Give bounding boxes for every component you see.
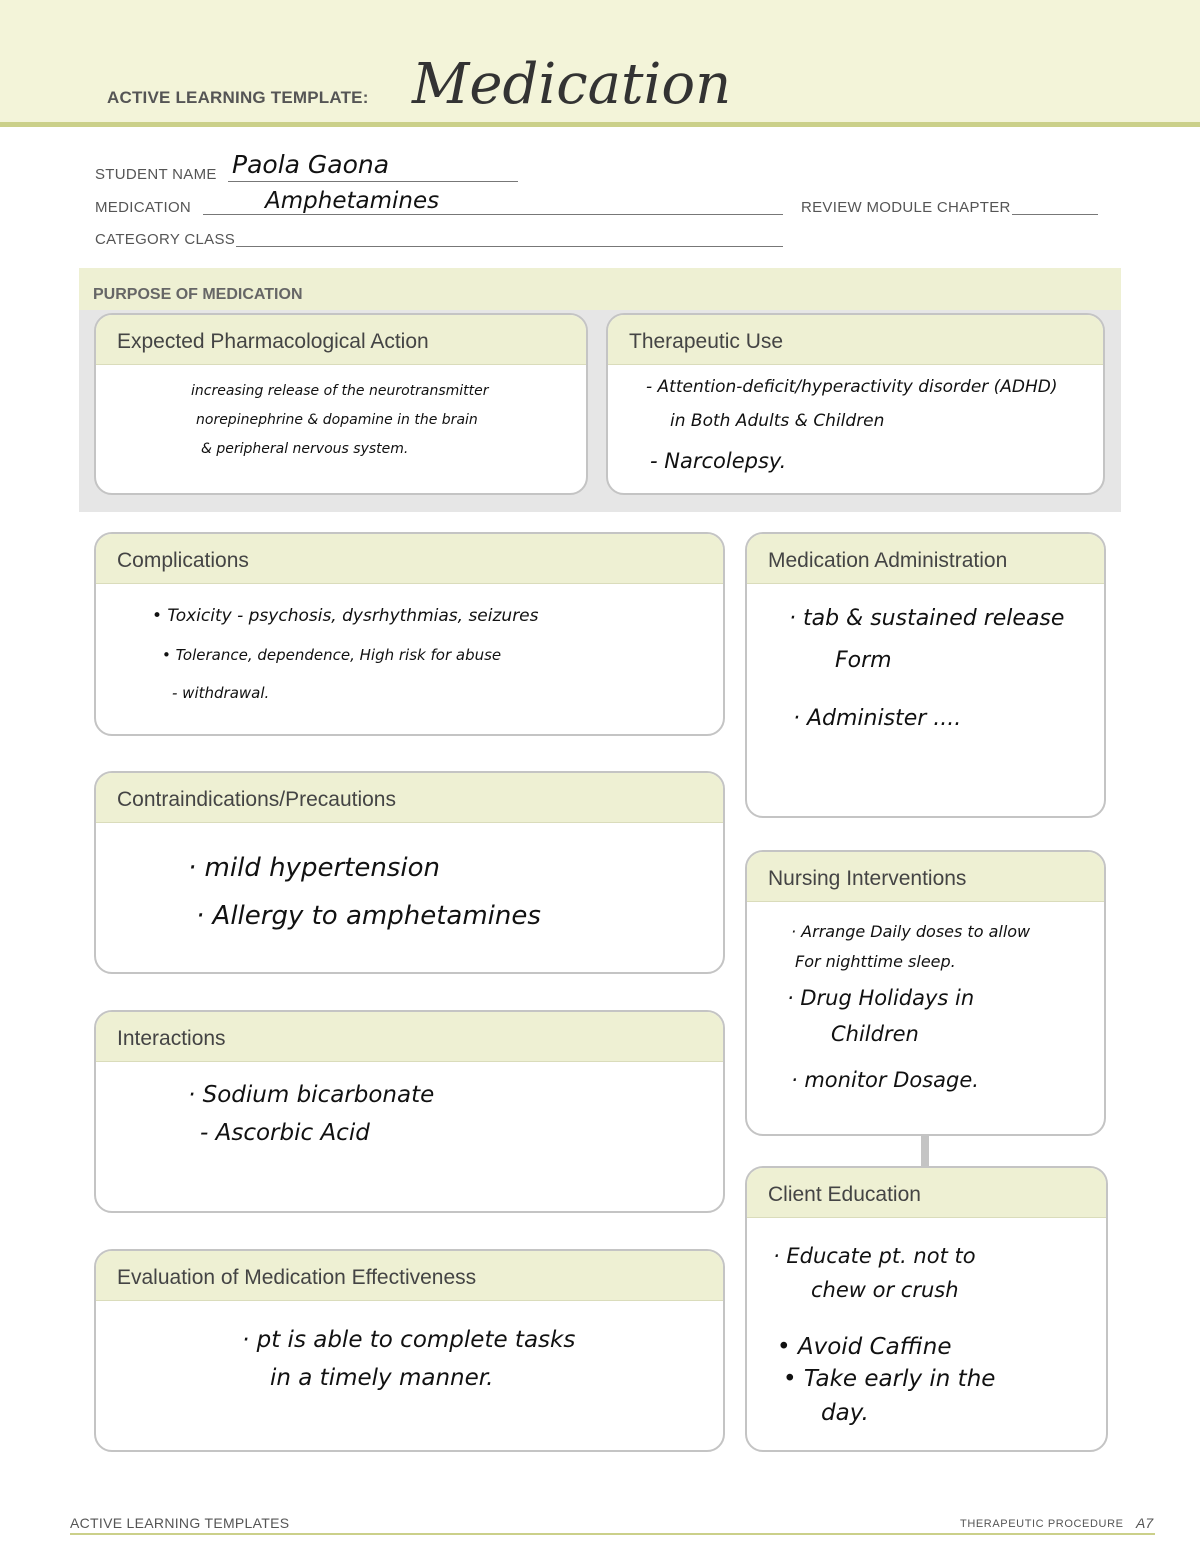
note-line: day. xyxy=(821,1400,869,1426)
note-line: · monitor Dosage. xyxy=(791,1068,979,1092)
contraindications-card xyxy=(94,771,725,974)
note-line: chew or crush xyxy=(811,1278,959,1302)
purpose-title-bar xyxy=(79,268,1121,310)
page-title: Medication xyxy=(412,52,732,117)
note-line: • Toxicity - psychosis, dysrhythmias, seizures xyxy=(152,606,539,626)
card-title: Medication Administration xyxy=(747,534,1104,584)
note-line: · Arrange Daily doses to allow xyxy=(791,922,1031,941)
footer-left: ACTIVE LEARNING TEMPLATES xyxy=(70,1515,290,1531)
note-line: For nighttime sleep. xyxy=(795,952,956,971)
note-line: - Ascorbic Acid xyxy=(200,1120,370,1146)
note-line: Form xyxy=(835,648,892,673)
expected-action-card xyxy=(94,313,588,495)
client-education-card xyxy=(745,1166,1108,1452)
note-line: in Both Adults & Children xyxy=(670,411,885,431)
footer-right: THERAPEUTIC PROCEDURE xyxy=(960,1518,1124,1530)
therapeutic-use-card xyxy=(606,313,1105,495)
interactions-card xyxy=(94,1010,725,1213)
note-line: · Allergy to amphetamines xyxy=(196,901,541,931)
note-line: in a timely manner. xyxy=(270,1365,494,1391)
card-title: Expected Pharmacological Action xyxy=(96,315,586,365)
note-line: - Attention-deficit/hyperactivity disorder (ADHD) xyxy=(646,377,1058,397)
card-title: Therapeutic Use xyxy=(608,315,1103,365)
note-line: · Drug Holidays in xyxy=(787,986,975,1010)
category-class-field[interactable] xyxy=(236,246,783,247)
note-line: · Educate pt. not to xyxy=(773,1244,976,1268)
note-line: · mild hypertension xyxy=(188,853,440,883)
medication-field[interactable]: Amphetamines xyxy=(265,188,440,214)
note-line: increasing release of the neurotransmitter xyxy=(191,383,489,399)
card-title: Client Education xyxy=(747,1168,1106,1218)
student-name-line xyxy=(228,181,518,182)
page-number: A7 xyxy=(1136,1515,1154,1531)
review-module-field[interactable] xyxy=(1012,214,1098,215)
review-module-label: REVIEW MODULE CHAPTER xyxy=(801,199,1011,216)
note-line: • Take early in the xyxy=(783,1366,996,1392)
note-line: · Administer .... xyxy=(793,706,962,731)
student-name-label: STUDENT NAME xyxy=(95,166,217,183)
evaluation-card xyxy=(94,1249,725,1452)
complications-card xyxy=(94,532,725,736)
note-line: Children xyxy=(831,1022,919,1046)
note-line: norepinephrine & dopamine in the brain xyxy=(196,412,478,428)
purpose-title: PURPOSE OF MEDICATION xyxy=(93,286,303,303)
card-title: Complications xyxy=(96,534,723,584)
note-line: · Sodium bicarbonate xyxy=(188,1082,435,1108)
template-prefix: ACTIVE LEARNING TEMPLATE: xyxy=(107,88,369,107)
card-connector xyxy=(921,1134,929,1166)
note-line: • Tolerance, dependence, High risk for abuse xyxy=(162,646,502,664)
note-line: · tab & sustained release xyxy=(789,606,1065,631)
medication-administration-card xyxy=(745,532,1106,818)
nursing-interventions-card xyxy=(745,850,1106,1136)
category-class-label: CATEGORY CLASS xyxy=(95,231,236,248)
note-line: · pt is able to complete tasks xyxy=(242,1327,576,1353)
header-rule xyxy=(0,122,1200,127)
note-line: • Avoid Caffine xyxy=(777,1334,952,1360)
medication-label: MEDICATION xyxy=(95,199,192,216)
medication-line xyxy=(203,214,783,215)
student-name-field[interactable]: Paola Gaona xyxy=(232,150,390,179)
note-line: - Narcolepsy. xyxy=(650,449,787,473)
card-title: Contraindications/Precautions xyxy=(96,773,723,823)
footer-rule xyxy=(70,1533,1155,1535)
note-line: - withdrawal. xyxy=(172,684,270,702)
card-title: Interactions xyxy=(96,1012,723,1062)
note-line: & peripheral nervous system. xyxy=(201,441,409,457)
card-title: Evaluation of Medication Effectiveness xyxy=(96,1251,723,1301)
card-title: Nursing Interventions xyxy=(747,852,1104,902)
